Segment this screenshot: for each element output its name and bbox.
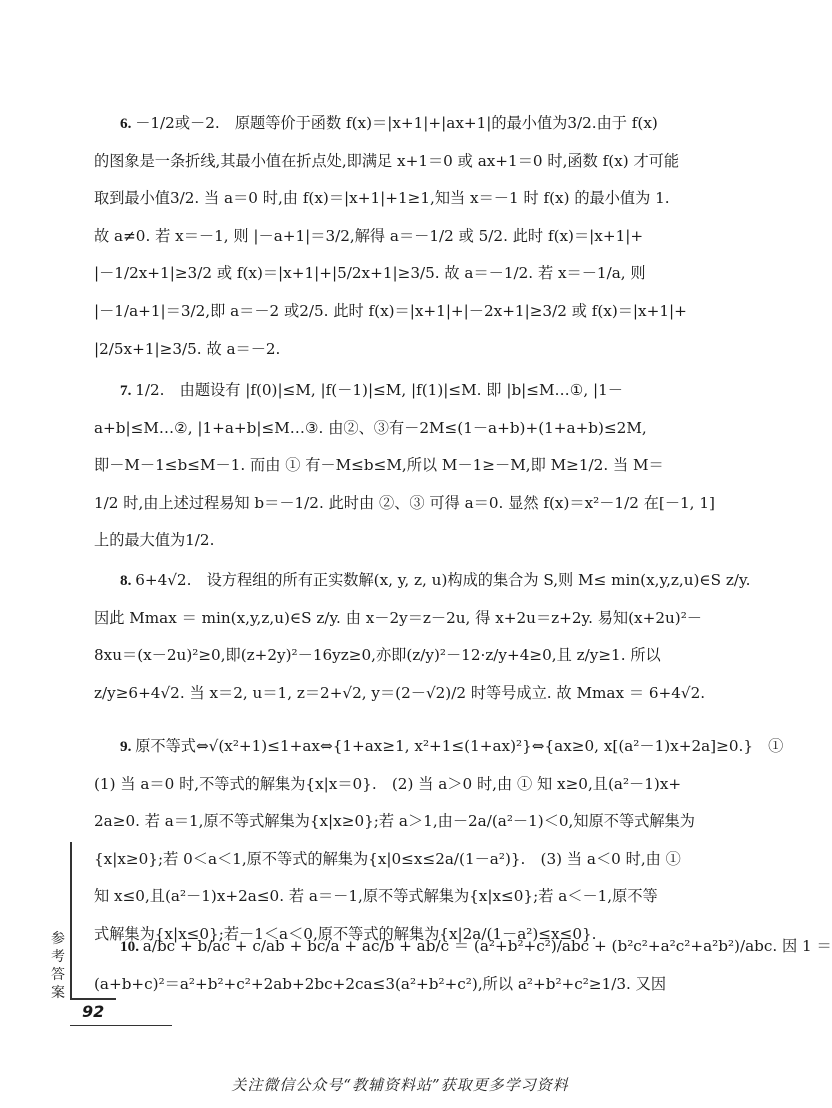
problem-line (94, 485, 715, 523)
problem-text: a/bc + b/ac + c/ab + bc/a + ac/b + ab/c ＝ (a²+b²+c²)/abc + (b²c²+a²c²+a²b²)/abc. 因 1 ＝ (142, 937, 832, 955)
problem-text: (1) 当 a＝0 时,不等式的解集为{x|x＝0}. (2) 当 a＞0 时,由 ① 知 x≥0,且(a²－1)x+ (94, 774, 682, 793)
problem-text: |－1/2x+1|≥3/2 或 f(x)＝|x+1|+|5/2x+1|≥3/5. 故 a＝－1/2. 若 x＝－1/a, 则 (94, 264, 646, 283)
problem-number: 6. (120, 115, 136, 132)
problem-text: 8xu＝(x－2u)²≥0,即(z+2y)²－16yz≥0,亦即(z/y)²－12·z/y+4≥0,且 z/y≥1. 所以 (94, 646, 661, 665)
problem-text: |－1/a+1|＝3/2,即 a＝－2 或2/5. 此时 f(x)＝|x+1|+|－2x+1|≥3/2 或 f(x)＝|x+1|+ (94, 301, 687, 320)
problem-line (94, 562, 751, 600)
sidebar-vertical-rule (70, 842, 72, 998)
problem-line (94, 372, 712, 410)
problem-text: z/y≥6+4√2. 当 x＝2, u＝1, z＝2+√2, y＝(2－√2)/2 时等号成立. 故 Mmax ＝ 6+4√2. (94, 683, 706, 702)
problem-line (94, 637, 712, 675)
problem-line (94, 841, 712, 879)
problem-text: 1/2 时,由上述过程易知 b＝－1/2. 此时由 ②、③ 可得 a＝0. 显然 f(x)＝x²－1/2 在[－1, 1] (94, 493, 715, 512)
problem-text: |2/5x+1|≥3/5. 故 a＝－2. (94, 339, 281, 358)
problem-9 (94, 728, 784, 954)
problem-text: 取到最小值3/2. 当 a＝0 时,由 f(x)＝|x+1|+1≥1,知当 x＝－1 时 f(x) 的最小值为 1. (94, 189, 670, 208)
problem-text: {x|x≥0};若 0＜a＜1,原不等式的解集为{x|0≤x≤2a/(1－a²)}. (3) 当 a＜0 时,由 ① (94, 849, 681, 868)
problem-text: －1/2或－2. 原题等价于函数 f(x)＝|x+1|+|ax+1|的最小值为3/2.由于 f(x) (135, 114, 658, 132)
problem-text: (a+b+c)²＝a²+b²+c²+2ab+2bc+2ca≤3(a²+b²+c²),所以 a²+b²+c²≥1/3. 又因 (94, 974, 667, 993)
problem-line (94, 966, 712, 1004)
problem-text: 故 a≠0. 若 x＝－1, 则 |－a+1|＝3/2,解得 a＝－1/2 或 5/2. 此时 f(x)＝|x+1|+ (94, 226, 644, 245)
problem-text: 的图象是一条折线,其最小值在折点处,即满足 x+1＝0 或 ax+1＝0 时,函数 f(x) 才可能 (94, 151, 680, 170)
problem-text: 上的最大值为1/2. (94, 531, 215, 550)
problem-number: 8. (120, 572, 136, 589)
footer-note: 关注微信公众号“教辅资料站”获取更多学习资料 (231, 1076, 569, 1094)
page-number-rule (70, 1025, 172, 1026)
problem-line (94, 180, 712, 218)
problem-line (94, 803, 712, 841)
problem-line (94, 410, 712, 448)
problem-line (94, 878, 712, 916)
problem-number: 7. (120, 382, 136, 399)
problem-8 (94, 562, 751, 712)
problem-line (94, 447, 712, 485)
problem-text: 知 x≤0,且(a²－1)x+2a≤0. 若 a＝－1,原不等式解集为{x|x≤0};若 a＜－1,原不等 (94, 887, 658, 906)
problem-number: 9. (120, 738, 136, 755)
problem-10 (94, 928, 832, 1003)
problem-text: 即－M－1≤b≤M－1. 而由 ① 有－M≤b≤M,所以 M－1≥－M,即 M≥1/2. 当 M＝ (94, 456, 664, 475)
problem-text: a+b|≤M…②, |1+a+b|≤M…③. 由②、③有－2M≤(1－a+b)+(1+a+b)≤2M, (94, 418, 647, 437)
sidebar-tab (48, 842, 118, 1060)
problem-line (94, 293, 712, 331)
problem-text: 6+4√2. 设方程组的所有正实数解(x, y, z, u)构成的集合为 S,则 M≤ min(x,y,z,u)∈S z/y. (135, 571, 751, 589)
problem-text: 1/2. 由题设有 |f(0)|≤M, |f(－1)|≤M, |f(1)|≤M. 即 |b|≤M…①, |1－ (135, 381, 623, 399)
problem-line (94, 522, 712, 560)
problem-line (94, 331, 712, 369)
problem-line (94, 600, 712, 638)
problem-text: 2a≥0. 若 a＝1,原不等式解集为{x|x≥0};若 a＞1,由－2a/(a²－1)＜0,知原不等式解集为 (94, 812, 695, 831)
problem-7 (94, 372, 715, 560)
problem-line (94, 105, 712, 143)
problem-line (94, 766, 712, 804)
page-number: 92 (82, 1002, 105, 1021)
problem-line (94, 928, 832, 966)
problem-number: 10. (120, 938, 143, 955)
problem-line (94, 255, 712, 293)
problem-line (94, 675, 712, 713)
problem-line (94, 143, 712, 181)
sidebar-section-label: 参考答案 (51, 931, 65, 1001)
problem-line (94, 218, 712, 256)
problem-line (94, 728, 784, 766)
problem-text: 原不等式⇔√(x²+1)≤1+ax⇔{1+ax≥1, x²+1≤(1+ax)²}⇔{ax≥0, x[(a²－1)x+2a]≥0.} ① (135, 737, 784, 755)
problem-6 (94, 105, 712, 368)
problem-text: 式解集为{x|x≤0};若－1＜a＜0,原不等式的解集为{x|2a/(1－a²)≤x≤0}. (94, 924, 597, 943)
problem-text: 因此 Mmax ＝ min(x,y,z,u)∈S z/y. 由 x－2y＝z－2u, 得 x+2u＝z+2y. 易知(x+2u)²－ (94, 608, 702, 627)
